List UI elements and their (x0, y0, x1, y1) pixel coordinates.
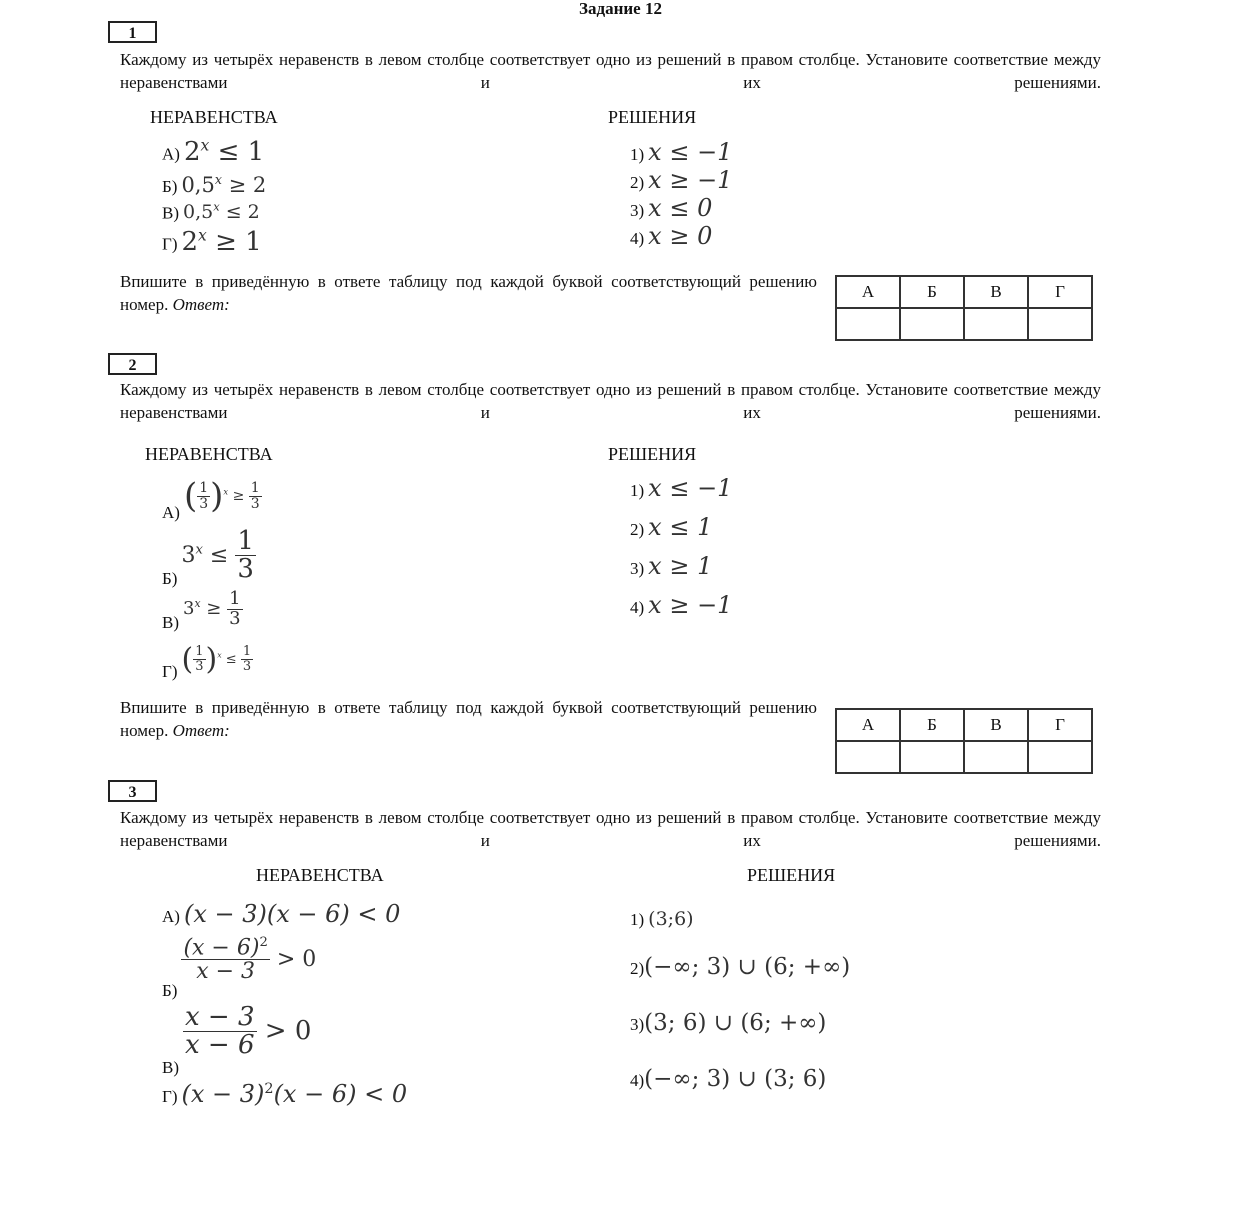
item-label: Б) (162, 177, 178, 196)
inequality-item (162, 200, 260, 223)
item-label: В) (162, 203, 179, 223)
inequality-formula: 3$^x$ ≤ $\frac{1}{3}$ (181, 526, 254, 585)
solution-item: 4) x ≥ −1 (630, 591, 733, 619)
answer-table (835, 708, 1093, 774)
item-label: А) (162, 503, 180, 522)
inequality-item (162, 476, 262, 522)
item-label: Г) (162, 662, 178, 681)
item-label: Б) (162, 980, 178, 1000)
answer-header-a: А (836, 276, 900, 308)
inequalities-heading: НЕРАВЕНСТВА (256, 865, 384, 885)
inequality-item (162, 226, 262, 257)
inequality-item (162, 642, 253, 681)
inequalities-heading: НЕРАВЕНСТВА (145, 444, 273, 464)
solution-item: 2) x ≤ 1 (630, 513, 713, 541)
solution-item: 3)(3; 6) ∪ (6; +∞) (630, 1010, 827, 1036)
inequality-item (162, 900, 400, 928)
task-number-box: 2 (108, 353, 157, 375)
inequality-formula: $\frac{(x - 6)^2}{x - 3}$ > 0 (183, 935, 317, 985)
inequality-formula: 0,5$^x$ ≥ 2 (181, 172, 267, 197)
solution-item: 2) x ≥ −1 (630, 166, 733, 194)
inequality-formula: $(x - 3)^2(x - 6) < 0$ (181, 1080, 408, 1108)
inequality-item (162, 588, 243, 633)
task-number-box: 1 (108, 21, 157, 43)
solution-item: 3) x ≤ 0 (630, 194, 713, 222)
answer-cell[interactable] (964, 741, 1028, 773)
inequality-formula: ( $\frac{1}{3}$ )$^x$ ≥ $\frac{1}{3}$ (183, 476, 260, 516)
item-label: А) (162, 907, 180, 926)
item-label: Г) (162, 1087, 178, 1106)
answer-header-v: В (964, 709, 1028, 741)
inequality-formula: 0,5$^x$ ≤ 2 (183, 200, 260, 224)
solutions-heading: РЕШЕНИЯ (608, 444, 697, 464)
inequalities-heading: НЕРАВЕНСТВА (150, 107, 278, 127)
solution-item: 1) x ≤ −1 (630, 138, 733, 166)
answer-cell[interactable] (1028, 308, 1092, 340)
item-label: Г) (162, 234, 178, 254)
answer-cell[interactable] (836, 741, 900, 773)
inequality-item (162, 526, 256, 588)
answer-cell[interactable] (1028, 741, 1092, 773)
item-label: В) (162, 613, 179, 633)
answer-header-a: А (836, 709, 900, 741)
answer-cell[interactable] (900, 308, 964, 340)
inequality-item (162, 935, 317, 1000)
answer-cell[interactable] (900, 741, 964, 773)
task-text: Каждому из четырёх неравенств в левом столбце соответствует одно из решений в правом столбце. Установите соответствие между неравенствами и их решениями. (120, 380, 1101, 422)
inequality-item (162, 172, 266, 197)
answer-header-v: В (964, 276, 1028, 308)
solutions-heading: РЕШЕНИЯ (747, 865, 836, 885)
answer-header-b: Б (900, 276, 964, 308)
inequality-formula: $\frac{x - 3}{x - 6}$ > 0 (185, 1002, 312, 1061)
inequality-item (162, 136, 264, 167)
inequality-formula: 2$^x$ ≤ 1 (183, 136, 265, 167)
answer-instruction: Впишите в приведённую в ответе таблицу под каждой буквой соответствующий решению номер. Ответ: (120, 698, 817, 740)
page-title: Задание 12 (579, 0, 662, 18)
inequality-formula: ( $\frac{1}{3}$ )$^x$ ≤ $\frac{1}{3}$ (181, 642, 252, 677)
task-text: Каждому из четырёх неравенств в левом столбце соответствует одно из решений в правом столбце. Установите соответствие между неравенствами и их решениями. (120, 50, 1101, 92)
answer-header-g: Г (1028, 276, 1092, 308)
answer-header-b: Б (900, 709, 964, 741)
inequality-formula: (x − 3)(x − 6) < 0 (183, 900, 401, 928)
solutions-heading: РЕШЕНИЯ (608, 107, 697, 127)
item-label: А) (162, 144, 180, 164)
item-label: Б) (162, 568, 178, 588)
answer-instruction: Впишите в приведённую в ответе таблицу под каждой буквой соответствующий решению номер. Ответ: (120, 272, 817, 314)
answer-table (835, 275, 1093, 341)
answer-cell[interactable] (836, 308, 900, 340)
solution-item: 3) x ≥ 1 (630, 552, 713, 580)
task-number-box: 3 (108, 780, 157, 802)
answer-cell[interactable] (964, 308, 1028, 340)
solution-item: 1) (3;6) (630, 908, 694, 930)
inequality-formula: 2$^x$ ≥ 1 (181, 226, 262, 257)
answer-header-g: Г (1028, 709, 1092, 741)
solution-item: 4) x ≥ 0 (630, 222, 713, 250)
inequality-formula: 3$^x$ ≥ $\frac{1}{3}$ (183, 588, 241, 629)
solution-item: 2)(−∞; 3) ∪ (6; +∞) (630, 954, 851, 980)
inequality-item (162, 1002, 312, 1077)
solution-item: 4)(−∞; 3) ∪ (3; 6) (630, 1066, 827, 1092)
task-text: Каждому из четырёх неравенств в левом столбце соответствует одно из решений в правом столбце. Установите соответствие между неравенствами и их решениями. (120, 808, 1101, 850)
item-label: В) (162, 1057, 179, 1077)
solution-item: 1) x ≤ −1 (630, 474, 733, 502)
inequality-item (162, 1080, 407, 1108)
